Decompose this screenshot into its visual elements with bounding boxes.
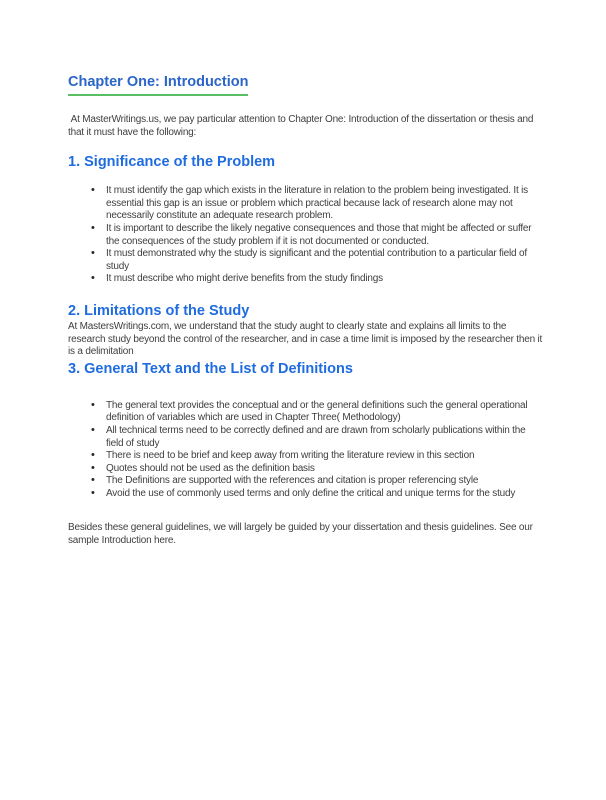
list-item: • It is important to describe the likely negative consequences and those that might be affected or suffer the consequences of the study problem if it is not documented or conducted. <box>68 223 544 248</box>
list-item: • The Definitions are supported with the references and citation is proper referencing style <box>68 475 544 488</box>
section-heading-general-text: 3. General Text and the List of Definitions <box>68 360 353 377</box>
intro-paragraph: At MasterWritings.us, we pay particular attention to Chapter One: Introduction of the dissertation or thesis and that it must have the following: <box>68 114 536 138</box>
general-text-bullet-list <box>68 400 544 501</box>
list-item: • Avoid the use of commonly used terms and only define the critical and unique terms for the study <box>68 488 544 501</box>
significance-bullet-list <box>68 185 544 286</box>
list-item: • The general text provides the conceptual and or the general definitions such the general operational definition of variables which are used in Chapter Three( Methodology) <box>68 400 544 425</box>
closing-paragraph: Besides these general guidelines, we will largely be guided by your dissertation and thesis guidelines. See our sample Introduction here. <box>68 522 533 547</box>
section-heading-limitations: 2. Limitations of the Study <box>68 302 250 319</box>
list-item: • It must demonstrated why the study is significant and the potential contribution to a particular field of study <box>68 248 544 273</box>
list-item: • All technical terms need to be correctly defined and are drawn from scholarly publications within the field of study <box>68 425 544 450</box>
list-item: • Quotes should not be used as the definition basis <box>68 463 544 476</box>
section-heading-significance: 1. Significance of the Problem <box>68 154 276 171</box>
limitations-paragraph: At MastersWritings.com, we understand that the study aught to clearly state and explains all limits to the research study beyond the control of the researcher, and in case a time limit is imposed by the researcher then it is a delimitation <box>68 320 543 358</box>
page-title: Chapter One: Introduction <box>68 75 248 96</box>
list-item: • It must describe who might derive benefits from the study findings <box>68 273 544 286</box>
list-item: • It must identify the gap which exists in the literature in relation to the problem being investigated. It is essential this gap is an issue or problem which practical because lack of research alone may not necessarily constitute an adequate research problem. <box>68 185 544 223</box>
list-item: • There is need to be brief and keep away from writing the literature review in this section <box>68 450 544 463</box>
